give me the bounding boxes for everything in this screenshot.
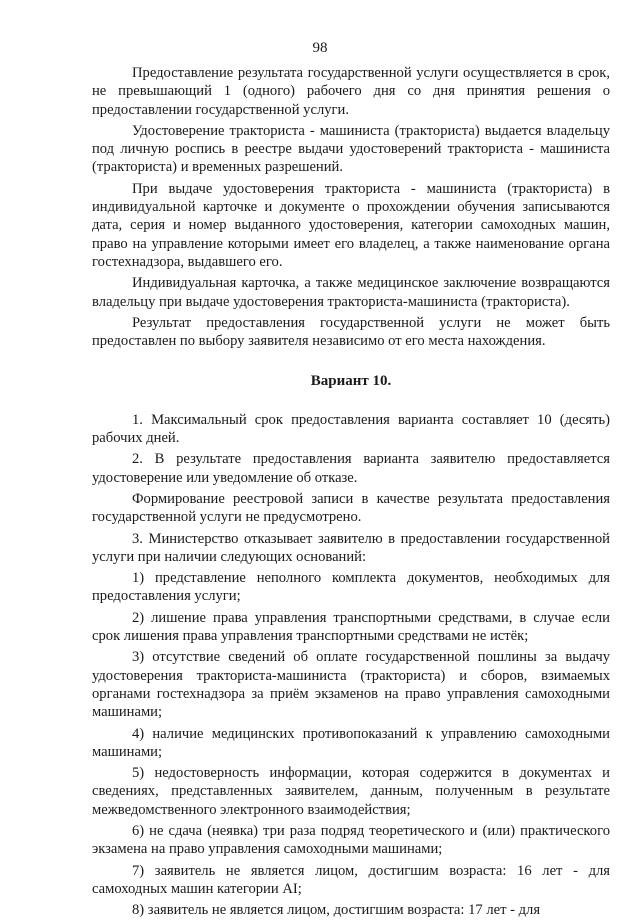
section-paragraph: 3. Министерство отказывает заявителю в предоставлении государственной услуги при наличии следующих оснований:: [92, 530, 610, 565]
intro-paragraph: Удостоверение тракториста - машиниста (тракториста) выдается владельцу под личную роспись в реестре выдачи удостоверений тракториста - машиниста (тракториста) и временных разрешений.: [92, 122, 610, 176]
intro-paragraph: Индивидуальная карточка, а также медицинское заключение возвращаются владельцу при выдаче удостоверения тракториста-машиниста (тракториста).: [92, 275, 610, 310]
section-heading: Вариант 10.: [310, 373, 392, 390]
list-item: 5) недостоверность информации, которая содержится в документах и сведениях, представленных заявителем, данным, полученным в результате межведомственного электронного взаимодействия;: [92, 765, 610, 818]
list-item: 8) заявитель не является лицом, достигшим возраста: 17 лет - для: [132, 902, 541, 919]
list-item: 4) наличие медицинских противопоказаний к управлению самоходными машинами;: [92, 725, 610, 760]
section-paragraph: 2. В результате предоставления варианта заявителю предоставляется удостоверение или уведомление об отказе.: [92, 451, 610, 486]
list-item: 6) не сдача (неявка) три раза подряд теоретического и (или) практического экзамена на право управления самоходными машинами;: [92, 822, 610, 858]
intro-paragraph: Предоставление результата государственной услуги осуществляется в срок, не превышающий 1 (одного) рабочего дня со дня принятия решения о предоставлении государственной услуги.: [92, 65, 610, 118]
intro-paragraph: При выдаче удостоверения тракториста - машиниста (тракториста) в индивидуальной карточке и документе о прохождении обучения записываются дата, серия и номер выданного удостоверения, категории самоходных машин, право на управление которыми имеет его владелец, а также наименование органа гостехнадзора, выдавшего его.: [92, 180, 610, 270]
page-number: 98: [312, 40, 328, 56]
section-paragraph: 1. Максимальный срок предоставления варианта составляет 10 (десять) рабочих дней.: [92, 411, 610, 447]
document-body: [92, 64, 610, 922]
list-item: 7) заявитель не является лицом, достигшим возраста: 16 лет - для самоходных машин категории AI;: [92, 862, 610, 897]
intro-paragraph: Результат предоставления государственной услуги не может быть предоставлен по выбору заявителя независимо от его места нахождения.: [92, 314, 610, 350]
section-paragraph: Формирование реестровой записи в качестве результата предоставления государственной услуги не предусмотрено.: [92, 490, 610, 526]
list-item: 1) представление неполного комплекта документов, необходимых для предоставления услуги;: [92, 570, 610, 605]
list-item: 3) отсутствие сведений об оплате государственной пошлины за выдачу удостоверения тракториста-машиниста (тракториста) и сборов, взимаемых органами гостехнадзора за приём экзаменов на право управления самоходными машинами;: [92, 649, 610, 721]
list-item: 2) лишение права управления транспортными средствами, в случае если срок лишения права управления транспортными средствами не истёк;: [92, 609, 610, 645]
